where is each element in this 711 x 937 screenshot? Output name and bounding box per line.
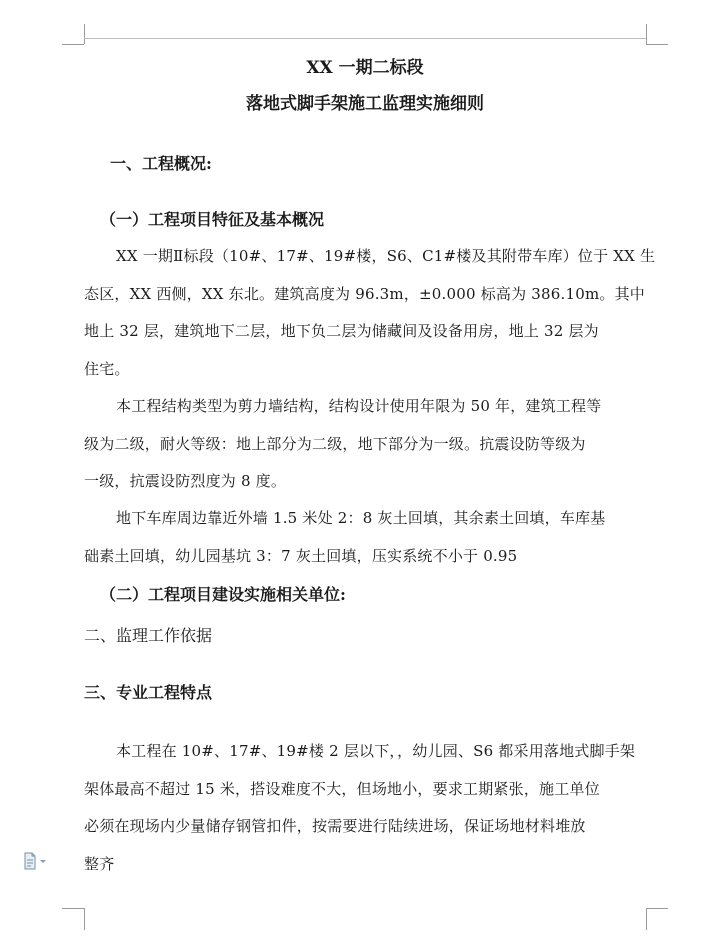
paragraph-line: 态区，XX 西侧，XX 东北。建筑高度为 96.3m，±0.000 标高为 386.10m。其中 [84, 284, 645, 303]
paragraph-line: 地上 32 层，建筑地下二层，地下负二层为储藏间及设备用房，地上 32 层为 [84, 322, 599, 340]
crop-mark-top-left-h [62, 44, 84, 45]
paragraph-line: 架体最高不超过 15 米，搭设难度不大，但场地小，要求工期紧张，施工单位 [84, 779, 600, 798]
crop-mark-top-right-v [646, 24, 647, 44]
document-title-line1: XX 一期二标段 [306, 58, 424, 78]
paragraph-line: 一级，抗震设防烈度为 8 度。 [84, 472, 287, 490]
header-rule [84, 38, 646, 39]
document-title-line2: 落地式脚手架施工监理实施细则 [246, 94, 484, 114]
subsection-1-2-heading: （二）工程项目建设实施相关单位: [100, 585, 346, 604]
crop-mark-bottom-right-v [646, 908, 647, 930]
section-2-heading: 二、监理工作依据 [84, 626, 213, 645]
crop-mark-bottom-right-h [646, 908, 668, 909]
paragraph-structure [84, 388, 646, 501]
paragraph-line: 本工程在 10#、17#、19#楼 2 层以下，，幼儿园、S6 都采用落地式脚手架 [116, 742, 636, 760]
crop-mark-top-right-h [646, 44, 668, 45]
paragraph-line: 住宅。 [84, 359, 130, 378]
paragraph-engineering-features [84, 733, 646, 883]
subsection-1-1-heading: （一）工程项目特征及基本概况 [100, 210, 325, 229]
paragraph-line: XX 一期Ⅱ标段（10#、17#、19#楼，S6、C1#楼及其附带车库）位于 XX 生 [116, 247, 656, 265]
paragraph-line: 础素土回填，幼儿园基坑 3：7 灰土回填，压实系统不小于 0.95 [84, 546, 518, 565]
crop-mark-bottom-left-v [84, 908, 85, 930]
paragraph-line: 本工程结构类型为剪力墙结构，结构设计使用年限为 50 年，建筑工程等 [116, 397, 602, 415]
paragraph-line: 地下车库周边靠近外墙 1.5 米处 2：8 灰土回填，其余素土回填，车库基 [116, 509, 606, 527]
document-icon[interactable] [22, 852, 52, 870]
paragraph-project-overview [84, 238, 656, 388]
paragraph-line: 必须在现场内少量储存钢管扣件，按需要进行陆续进场，保证场地材料堆放 [84, 817, 586, 835]
section-3-heading: 三、专业工程特点 [84, 683, 213, 702]
paragraph-line: 级为二级，耐火等级：地上部分为二级，地下部分为一级。抗震设防等级为 [84, 434, 586, 453]
section-1-heading: 一、工程概况: [110, 154, 212, 173]
paragraph-backfill [84, 500, 646, 575]
crop-mark-top-left-v [84, 24, 85, 44]
crop-mark-bottom-left-h [62, 908, 84, 909]
paragraph-line: 整齐 [84, 854, 115, 873]
